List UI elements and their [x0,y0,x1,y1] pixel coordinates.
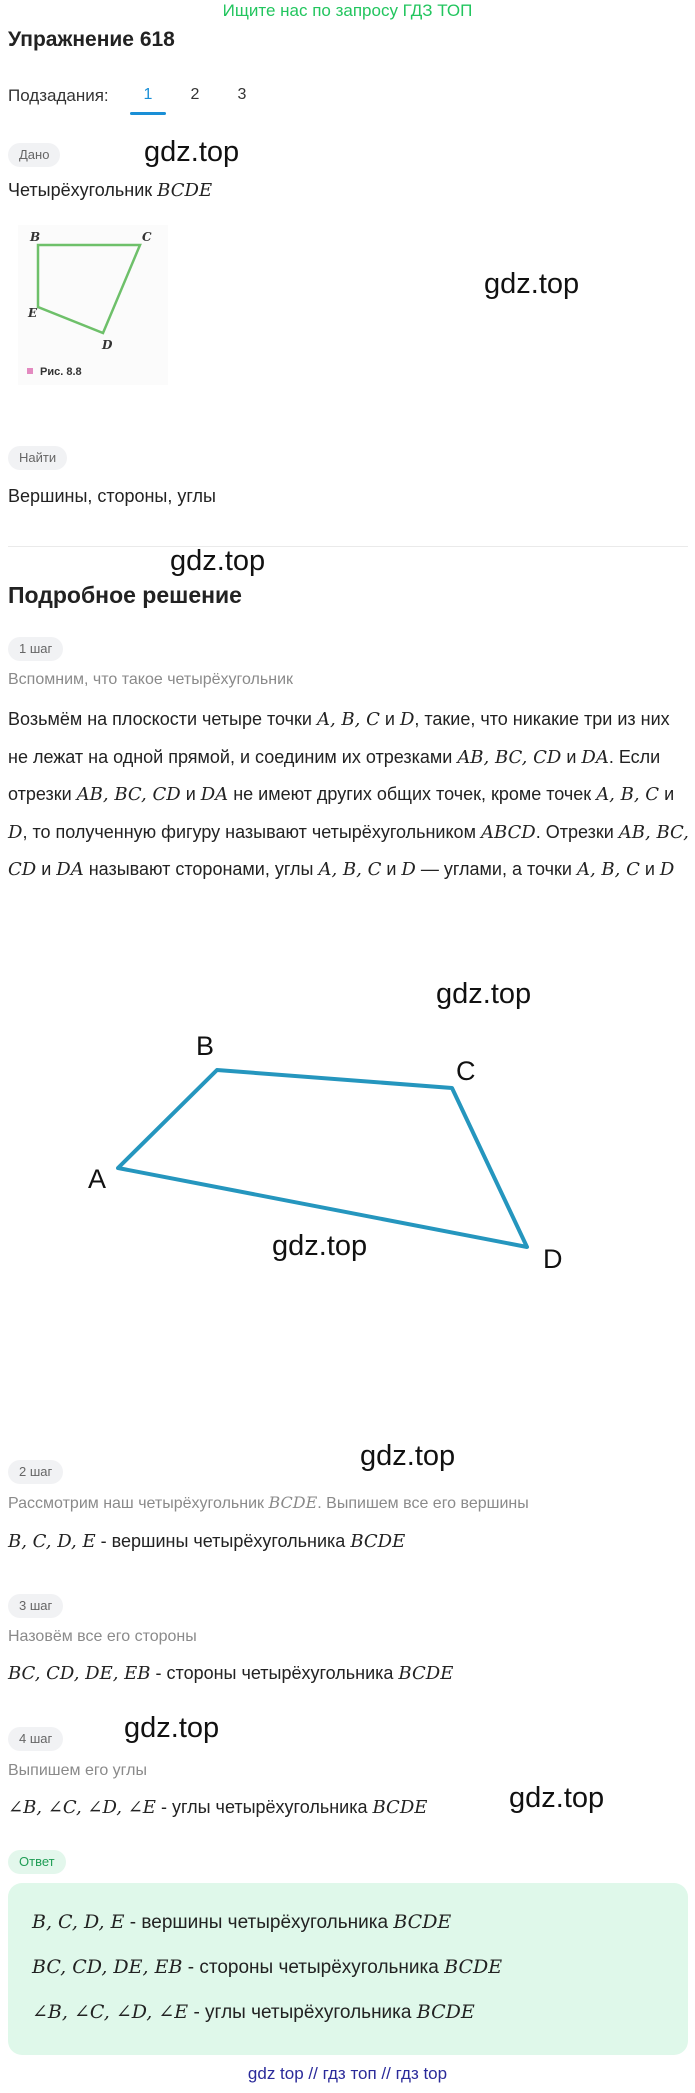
def-text: и [379,709,400,729]
def-math: AB, BC, CD [457,746,562,768]
def-math: D [401,859,416,881]
figure-label-e: E [28,306,38,320]
step3-chip: 3 шаг [8,1594,63,1618]
def-math: DA [56,859,84,881]
def-text: называют сторонами, углы [83,859,319,880]
def-text: Возьмём на плоскости четыре точки [8,709,317,729]
page-title: Упражнение 618 [8,28,175,51]
step1-definition [8,701,693,889]
def-text: и [180,784,201,805]
answer-chip: Ответ [8,1850,66,1874]
step2-chip: 2 шаг [8,1460,63,1484]
given-chip: Дано [8,143,60,167]
answer-line-vertices [32,1911,451,1934]
def-math: A, B, C [316,709,380,730]
answer-math: ∠B, ∠C, ∠D, ∠E [32,2001,189,2023]
step3-math: BC, CD, DE, EB [8,1663,151,1684]
step4-result [8,1795,427,1820]
answer-text: - углы четырёхугольника [188,2002,417,2023]
find-text: Вершины, стороны, углы [8,486,216,506]
def-math: DA [200,784,229,806]
answer-line-angles [32,2001,475,2024]
tab-subtask-1[interactable]: 1 [143,86,153,103]
step4-math: ∠B, ∠C, ∠D, ∠E [8,1797,156,1818]
step2-result [8,1529,405,1554]
figure-caption: Рис. 8.8 [40,366,82,378]
watermark: gdz.top [272,1230,368,1262]
step2-hint-text: Рассмотрим наш четырёхугольник [8,1495,269,1512]
watermark: gdz.top [360,1440,456,1472]
figure-label-b: B [30,230,41,244]
step1-chip: 1 шаг [8,637,63,661]
step2-text: - вершины четырёхугольника [95,1531,351,1551]
footer-links[interactable]: gdz top // гдз топ // гдз top [247,2064,448,2083]
step2-hint-tail: . Выпишем все его вершины [317,1495,529,1512]
diagram-label-d: D [543,1244,563,1274]
caption-marker-icon [27,368,33,374]
step3-math2: BCDE [398,1663,454,1684]
step2-hint [8,1492,529,1515]
answer-math: BC, CD, DE, EB [32,1956,183,1978]
answer-line-sides [32,1956,502,1979]
answer-math2: BCDE [444,1956,503,1978]
def-math: ABCD [480,821,536,843]
answer-math: B, C, D, E [32,1911,125,1933]
watermark: gdz.top [484,268,580,300]
tab-subtask-2[interactable]: 2 [190,86,200,103]
figure-label-d: D [102,338,113,352]
def-math: A, B, C [576,859,640,881]
step2-math: B, C, D, E [8,1531,96,1552]
def-math: DA [581,746,609,768]
diagram-label-a: A [88,1164,107,1194]
tab-subtask-3[interactable]: 3 [237,86,247,103]
watermark: gdz.top [144,136,240,168]
section-divider [8,546,688,547]
step4-text: - углы четырёхугольника [155,1797,373,1817]
given-math: BCDE [157,180,213,201]
def-math: AB, BC, CD [8,821,689,881]
def-text: , то полученную фигуру называют четырёхугольником [22,821,481,842]
figure-quadrilateral [18,225,168,385]
def-text: не имеют других общих точек, кроме точек [228,784,597,805]
answer-math2: BCDE [416,2001,475,2023]
step2-math2: BCDE [350,1531,406,1552]
def-math: D [659,859,675,881]
subtasks-label: Подзадания: [8,86,109,105]
def-math: A, B, C [318,859,382,881]
def-text: и [381,859,402,880]
watermark: gdz.top [170,545,266,577]
def-text: , такие, что никакие три из них не лежат на одной прямой, и соединим их отрезками [8,709,670,767]
find-chip: Найти [8,446,67,470]
watermark: gdz.top [436,978,532,1010]
diagram-label-b: B [196,1031,215,1061]
def-math: D [8,821,23,843]
step1-hint: Вспомним, что такое четырёхугольник [8,671,293,688]
answer-text: - вершины четырёхугольника [124,1912,394,1933]
def-text: и [36,859,57,880]
figure-label-c: C [142,230,152,244]
quadrilateral-shape [118,1070,527,1247]
def-text: — углами, а точки [415,859,577,880]
step3-hint: Назовём все его стороны [8,1628,197,1645]
step3-text: - стороны четырёхугольника [150,1663,399,1683]
def-math: D [399,709,415,730]
given-label: Четырёхугольник [8,180,153,200]
def-text: и [561,746,582,767]
diagram-label-c: C [456,1056,476,1086]
solution-heading: Подробное решение [8,582,242,608]
step3-result [8,1661,453,1686]
def-math: AB, BC, CD [76,784,181,806]
def-text: и [659,784,675,805]
def-text: и [639,859,660,880]
def-math: A, B, C [596,784,660,806]
step4-chip: 4 шаг [8,1727,63,1751]
textbook-figure [18,225,168,385]
def-text: . Отрезки [535,821,619,842]
answer-text: - стороны четырёхугольника [182,1957,445,1978]
def-text: . Если отрезки [8,746,661,805]
watermark: gdz.top [124,1712,220,1744]
given-text [8,178,212,203]
step4-hint: Выпишем его углы [8,1762,147,1779]
search-banner[interactable]: Ищите нас по запросу ГДЗ ТОП [222,1,473,20]
step4-math2: BCDE [372,1797,428,1818]
watermark: gdz.top [509,1782,605,1814]
step2-hint-math: BCDE [268,1493,318,1512]
answer-math2: BCDE [393,1911,452,1933]
active-tab-indicator [130,112,166,115]
